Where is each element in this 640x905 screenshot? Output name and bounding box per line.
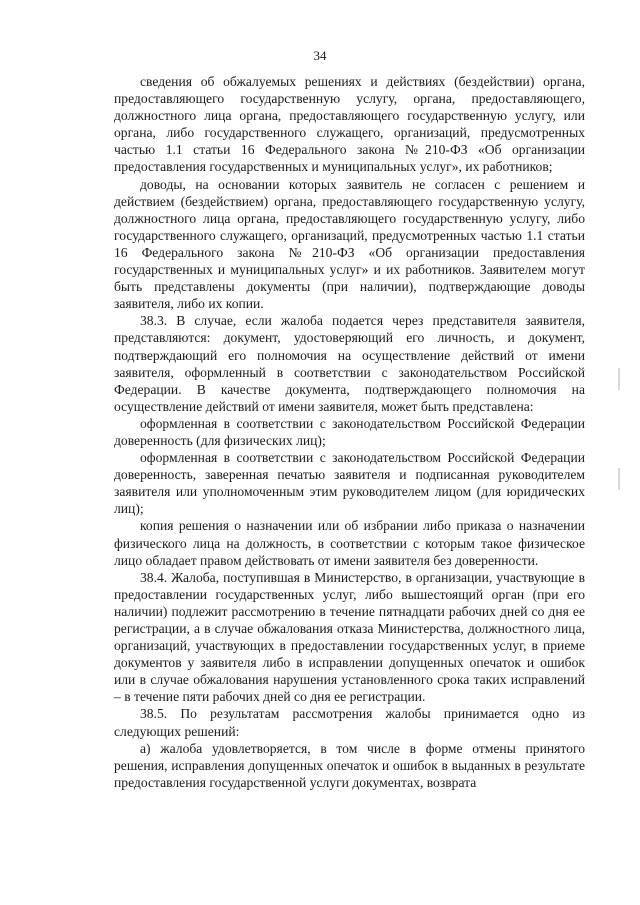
paragraph-decision-a: а) жалоба удовлетворяется, в том числе в форме отмены принятого решения, исправления допущенных опечаток и ошибок в выданных в результате предоставления государственной услуги документах, возврата (114, 740, 585, 790)
paragraph-appointment-decision-copy: копия решения о назначении или об избрании либо приказа о назначении физического лица на должность, в соответствии с которым такое физическое лицо обладает правом действовать от имени заявителя без доверенности. (114, 518, 585, 568)
scan-edge-mark (618, 468, 620, 490)
page-number: 34 (313, 48, 327, 63)
paragraph-power-of-attorney-legal-entities: оформленная в соответствии с законодательством Российской Федерации доверенность, заверенная печатью заявителя и подписанная руководителем заявителя или уполномоченным этим руководителем лицом (для юридических лиц); (114, 450, 585, 517)
paragraph-38-4: 38.4. Жалоба, поступившая в Министерство, в организации, участвующие в предоставлении государственных услуг, либо вышестоящий орган (при его наличии) подлежит рассмотрению в течение пятнадцати рабочих дней со дня ее регистрации, а в случае обжалования отказа Министерства, должностного лица, организаций, участвующих в предоставлении государственных услуг, в приеме документов у заявителя либо в исправлении допущенных опечаток и ошибок или в случае обжалования нарушения установленного срока таких исправлений – в течение пяти рабочих дней со дня ее регистрации. (114, 569, 585, 705)
paragraph-38-3: 38.3. В случае, если жалоба подается через представителя заявителя, представляются: документ, удостоверяющий его личность, и документ, подтверждающий его полномочия на осуществление действий от имени заявителя, оформленный в соответствии с законодательством Российской Федерации. В качестве документа, подтверждающего полномочия на осуществление действий от имени заявителя, может быть представлена: (114, 313, 585, 414)
scan-edge-mark (618, 368, 620, 390)
paragraph-appealed-decisions: сведения об обжалуемых решениях и действиях (бездействии) органа, предоставляющего государственную услугу, органа, предоставляющего, должностного лица органа, предоставляющего государственную услугу, или органа, либо государственного служащего, организаций, предусмотренных частью 1.1 статьи 16 Федерального закона №210-ФЗ «Об организации предоставления государственных и муниципальных услуг», их работников; (114, 74, 585, 175)
paragraph-arguments: доводы, на основании которых заявитель не согласен с решением и действием (бездействием) органа, предоставляющего государственную услугу, должностного лица органа, предоставляющего государственную услугу, либо государственного служащего, организаций, предусмотренных частью 1.1 статьи 16 Федерального закона №210-ФЗ «Об организации предоставления государственных и муниципальных услуг» и их работников. Заявителем могут быть представлены документы (при наличии), подтверждающие доводы заявителя, либо их копии. (114, 176, 585, 312)
paragraph-38-5: 38.5. По результатам рассмотрения жалобы принимается одно из следующих решений: (114, 706, 585, 739)
document-body (114, 73, 585, 791)
paragraph-power-of-attorney-individuals: оформленная в соответствии с законодательством Российской Федерации доверенность (для физических лиц); (114, 415, 585, 448)
